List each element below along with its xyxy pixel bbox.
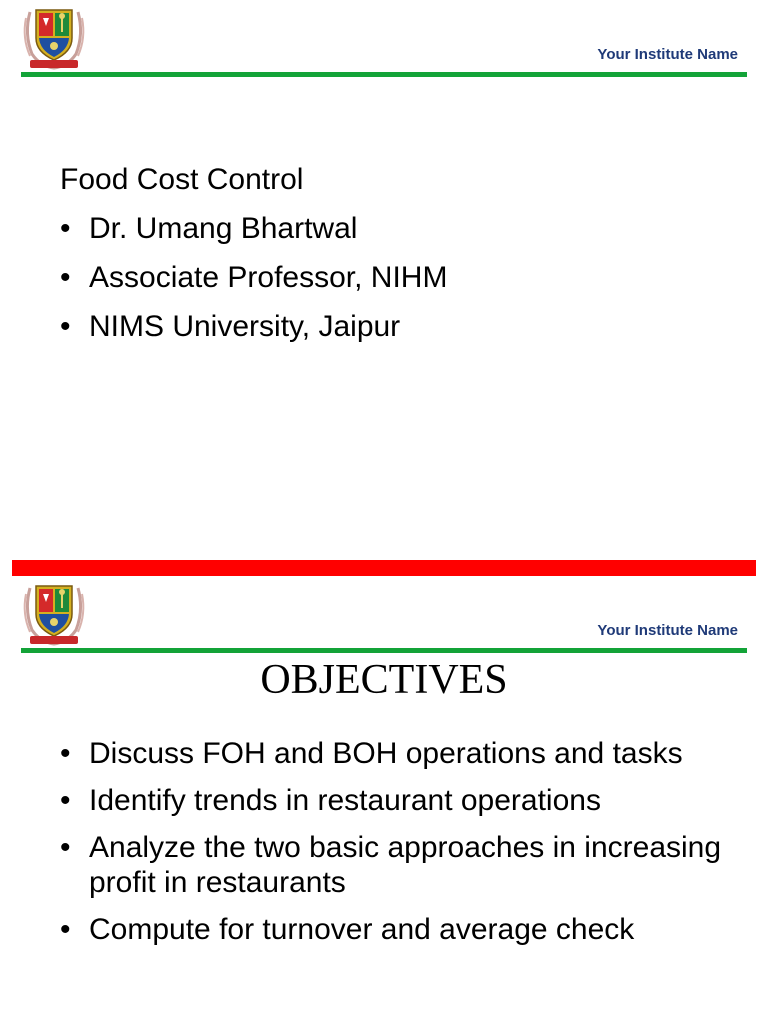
university-crest-icon bbox=[20, 4, 88, 72]
bullet-list bbox=[60, 211, 738, 344]
bullet-icon: • bbox=[60, 831, 71, 864]
bullet-text: Dr. Umang Bhartwal bbox=[89, 212, 358, 245]
header-rule bbox=[21, 648, 747, 653]
institute-name: Your Institute Name bbox=[597, 46, 738, 63]
bullet-icon: • bbox=[60, 310, 71, 343]
university-crest-icon bbox=[20, 580, 88, 648]
bullet-text: Discuss FOH and BOH operations and tasks bbox=[89, 737, 683, 770]
list-item bbox=[60, 260, 738, 295]
bullet-text: Identify trends in restaurant operations bbox=[89, 784, 601, 817]
slide-title: OBJECTIVES bbox=[260, 657, 508, 703]
list-item bbox=[60, 783, 738, 818]
list-item bbox=[60, 309, 738, 344]
list-item bbox=[60, 830, 738, 900]
bullet-icon: • bbox=[60, 913, 71, 946]
list-item bbox=[60, 736, 738, 771]
slide-2 bbox=[0, 576, 768, 1024]
slide-divider bbox=[12, 560, 756, 576]
bullet-text: Associate Professor, NIHM bbox=[89, 261, 448, 294]
slide-body bbox=[60, 162, 738, 358]
slide-title: Food Cost Control bbox=[60, 163, 304, 196]
bullet-text: Analyze the two basic approaches in increasing profit in restaurants bbox=[89, 831, 722, 899]
institute-name: Your Institute Name bbox=[597, 622, 738, 639]
bullet-text: NIMS University, Jaipur bbox=[89, 310, 401, 343]
list-item bbox=[60, 912, 738, 947]
slide-body bbox=[60, 736, 738, 959]
list-item bbox=[60, 211, 738, 246]
bullet-icon: • bbox=[60, 212, 71, 245]
bullet-list bbox=[60, 736, 738, 947]
header-rule bbox=[21, 72, 747, 77]
bullet-icon: • bbox=[60, 737, 71, 770]
bullet-icon: • bbox=[60, 261, 71, 294]
bullet-text: Compute for turnover and average check bbox=[89, 913, 635, 946]
bullet-icon: • bbox=[60, 784, 71, 817]
